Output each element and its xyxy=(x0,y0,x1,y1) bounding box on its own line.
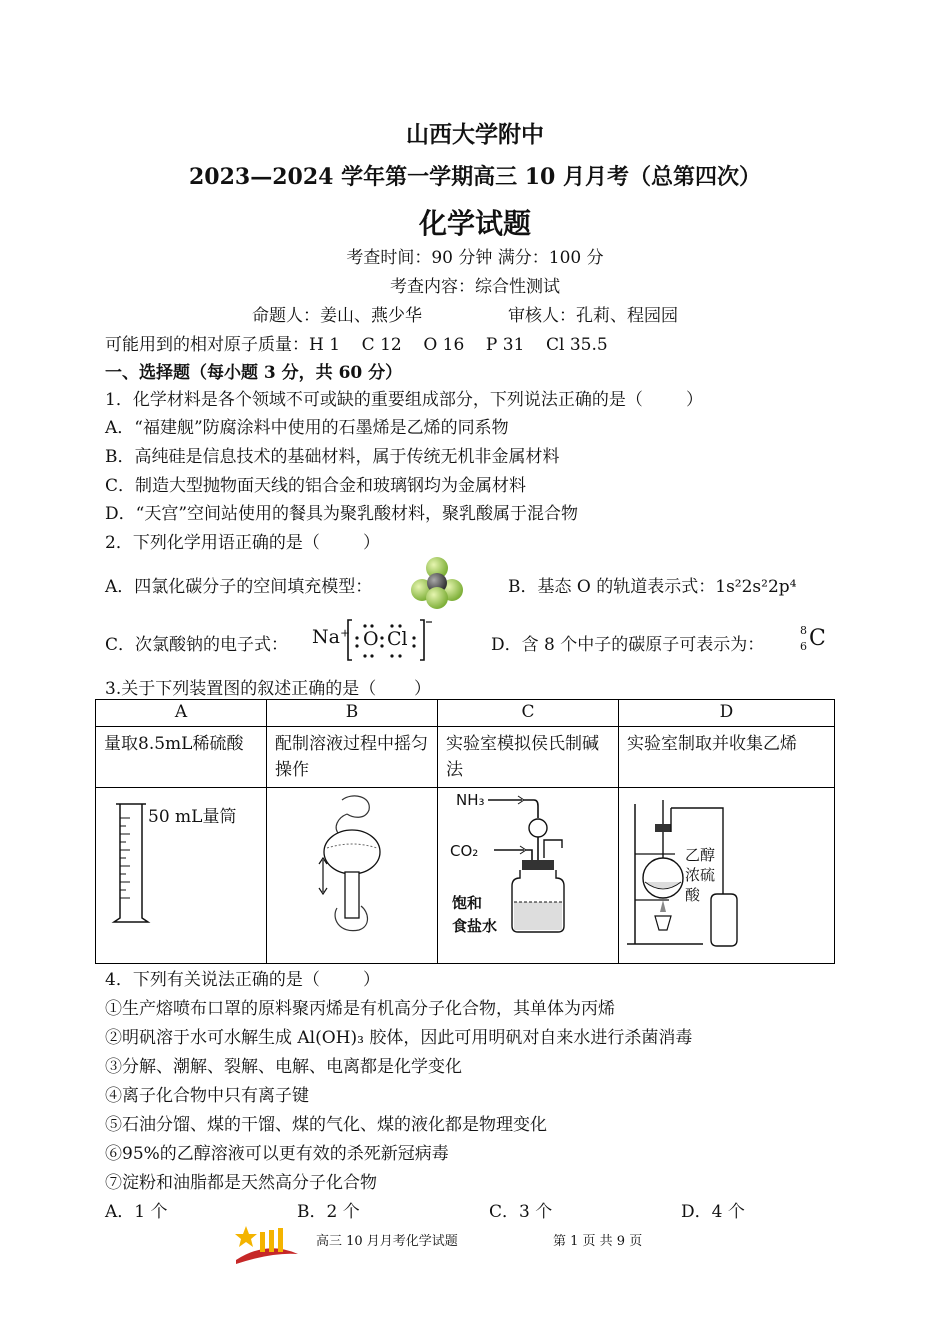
ethanol-label: 乙醇 xyxy=(685,846,716,864)
desc-d: 实验室制取并收集乙烯 xyxy=(619,727,835,788)
subject-title: 化学试题 xyxy=(418,207,531,240)
q4-stem: 4．下列有关说法正确的是（ ） xyxy=(105,970,381,990)
exam-time: 考查时间：90 分钟 满分：100 分 xyxy=(346,248,604,268)
exam-authors: 命题人：姜山、燕少华 xyxy=(252,306,422,326)
mass-number: 8 xyxy=(800,624,807,637)
sodium-ion: Na⁺ xyxy=(312,626,350,648)
q1-option-a: A．“福建舰”防腐涂料中使用的石墨烯是乙烯的同系物 xyxy=(105,418,509,438)
q4-option-d: D．4 个 xyxy=(681,1202,745,1222)
brine-label-2: 食盐水 xyxy=(452,917,498,935)
footer-page: 第 1 页 共 9 页 xyxy=(553,1234,643,1249)
apparatus-a-cell xyxy=(96,788,267,964)
acid-label-2: 酸 xyxy=(685,886,701,904)
apparatus-table xyxy=(95,699,835,964)
cylinder-label: 50 mL量筒 xyxy=(148,807,237,827)
q2-option-c: C．次氯酸钠的电子式： xyxy=(105,635,289,655)
q4-item-1: ①生产熔喷布口罩的原料聚丙烯是有机高分子化合物，其单体为丙烯 xyxy=(105,999,615,1019)
q2-option-b-formula: 1s²2s²2p⁴ xyxy=(715,577,797,597)
q4-option-a: A．1 个 xyxy=(105,1202,168,1222)
col-header-d: D xyxy=(619,700,835,727)
oxygen-symbol: O xyxy=(363,628,379,650)
co2-label: CO₂ xyxy=(450,842,479,860)
exam-content: 考查内容：综合性测试 xyxy=(390,277,560,297)
q4-option-b: B．2 个 xyxy=(297,1202,360,1222)
ccl4-model-icon xyxy=(410,556,464,610)
q4-item-4: ④离子化合物中只有离子键 xyxy=(105,1086,309,1106)
col-header-b: B xyxy=(267,700,438,727)
chlorine-symbol: Cl xyxy=(387,628,408,650)
desc-a: 量取8.5mL稀硫酸 xyxy=(96,727,267,788)
q4-item-2: ②明矾溶于水可水解生成 Al(OH)₃ 胶体，因此可用明矾对自来水进行杀菌消毒 xyxy=(105,1028,693,1048)
apparatus-b-cell xyxy=(267,788,438,964)
naclo-electron-formula xyxy=(312,618,432,662)
q2-option-d: D．含 8 个中子的碳原子可表示为： xyxy=(491,635,765,655)
desc-c: 实验室模拟侯氏制碱法 xyxy=(438,727,619,788)
q4-item-3: ③分解、潮解、裂解、电解、电离都是化学变化 xyxy=(105,1057,462,1077)
q1-option-b: B．高纯硅是信息技术的基础材料，属于传统无机非金属材料 xyxy=(105,447,560,467)
carbon-symbol: C xyxy=(809,626,826,651)
q1-option-c: C．制造大型抛物面天线的铝合金和玻璃钢均为金属材料 xyxy=(105,476,527,496)
q3-stem: 3.关于下列装置图的叙述正确的是（ ） xyxy=(105,679,432,699)
ethylene-apparatus-icon xyxy=(619,788,817,958)
brine-label-1: 饱和 xyxy=(452,894,483,912)
q2-option-b-label: B．基态 O 的轨道表示式： xyxy=(508,577,716,597)
section-title: 一、选择题（每小题 3 分，共 60 分） xyxy=(105,363,403,383)
atomic-masses: 可能用到的相对原子质量：H 1 C 12 O 16 P 31 Cl 35.5 xyxy=(105,335,608,355)
q2-option-b xyxy=(508,572,796,597)
footer-title: 高三 10 月月考化学试题 xyxy=(316,1234,458,1249)
q2-option-a: A．四氯化碳分子的空间填充模型： xyxy=(105,577,373,597)
school-logo-icon xyxy=(232,1218,302,1268)
q4-item-5: ⑤石油分馏、煤的干馏、煤的气化、煤的液化都是物理变化 xyxy=(105,1115,547,1135)
nh3-label: NH₃ xyxy=(456,791,485,809)
q2-stem: 2．下列化学用语正确的是（ ） xyxy=(105,533,381,553)
school-name: 山西大学附中 xyxy=(406,121,544,148)
col-header-c: C xyxy=(438,700,619,727)
shaking-flask-icon xyxy=(267,788,437,958)
q4-item-6: ⑥95%的乙醇溶液可以更有效的杀死新冠病毒 xyxy=(105,1144,449,1164)
exam-title: 2023—2024 学年第一学期高三 10 月月考（总第四次） xyxy=(188,164,762,190)
q1-option-d: D．“天宫”空间站使用的餐具为聚乳酸材料，聚乳酸属于混合物 xyxy=(105,504,579,524)
acid-label-1: 浓硫 xyxy=(685,866,716,884)
carbon-isotope xyxy=(800,624,830,664)
desc-b: 配制溶液过程中摇匀操作 xyxy=(267,727,438,788)
apparatus-c-cell xyxy=(438,788,619,964)
q1-stem: 1．化学材料是各个领域不可或缺的重要组成部分，下列说法正确的是（ ） xyxy=(105,390,704,410)
apparatus-d-cell xyxy=(619,788,835,964)
q4-item-7: ⑦淀粉和油脂都是天然高分子化合物 xyxy=(105,1173,377,1193)
exam-reviewers: 审核人：孔莉、程园园 xyxy=(508,306,678,326)
col-header-a: A xyxy=(96,700,267,727)
q4-option-c: C．3 个 xyxy=(489,1202,553,1222)
atomic-number: 6 xyxy=(800,640,807,653)
